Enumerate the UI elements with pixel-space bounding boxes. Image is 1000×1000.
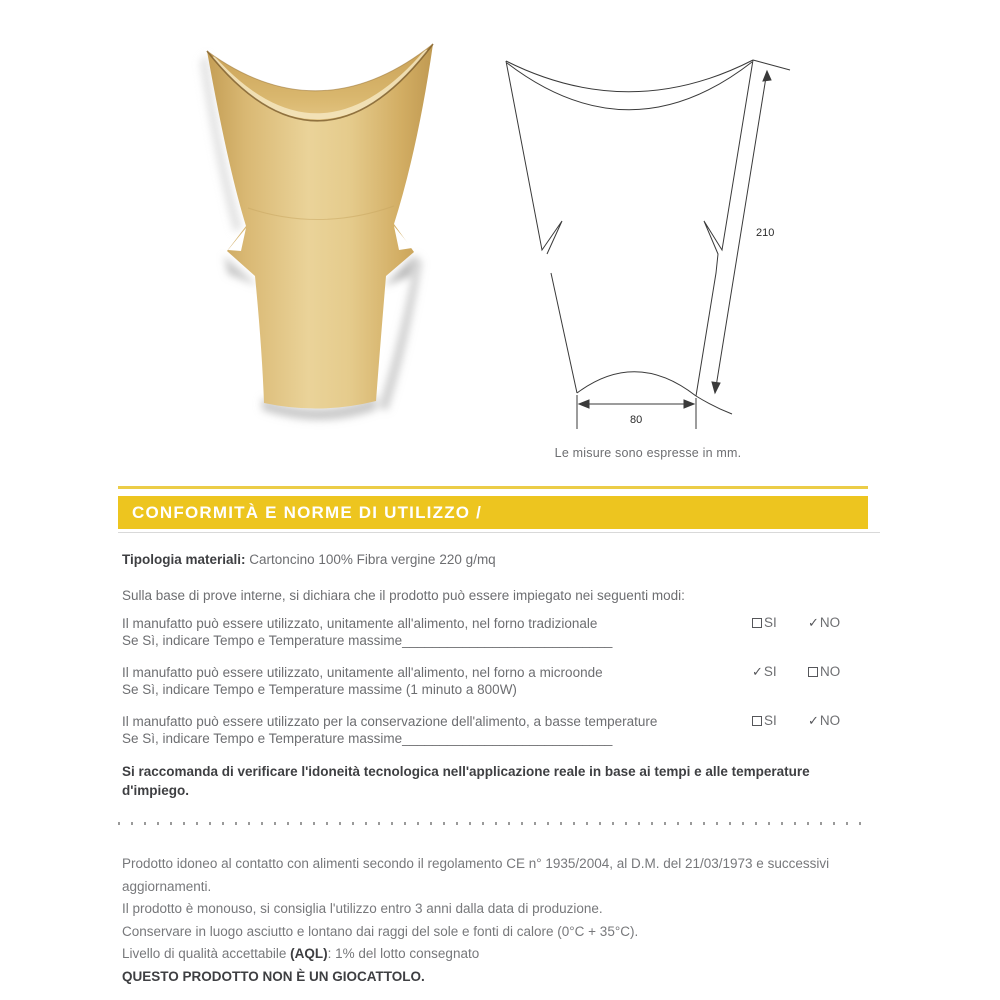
dim-ext-bottom xyxy=(696,396,732,414)
dotted-separator xyxy=(118,822,864,825)
usage-line2: Se Sì, indicare Tempo e Temperature massime____________________________ xyxy=(122,731,613,746)
aql-bold: (AQL) xyxy=(290,946,328,961)
outline-left-lower xyxy=(551,273,577,393)
usage-row-microwave xyxy=(122,664,868,698)
product-photo xyxy=(170,18,470,440)
checkbox-no xyxy=(808,713,840,729)
no-checkbox-glyph: ✓ xyxy=(808,713,819,728)
no-checkbox-glyph: ✓ xyxy=(808,615,819,630)
no-label: NO xyxy=(819,713,841,728)
checkbox-no xyxy=(808,615,840,631)
dim-ext-top xyxy=(753,60,790,70)
checkbox-si xyxy=(752,615,777,630)
dim-arrow-right xyxy=(684,400,694,408)
si-label: SI xyxy=(764,615,777,630)
outline-right-side xyxy=(696,60,753,396)
chip-scoop-photo-svg xyxy=(170,18,470,440)
usage-line1: Il manufatto può essere utilizzato per la conservazione dell'alimento, a basse temperature xyxy=(122,714,658,729)
note-not-a-toy: QUESTO PRODOTTO NON È UN GIOCATTOLO. xyxy=(122,968,425,984)
notes-section xyxy=(122,853,874,988)
dimension-label-height: 210 xyxy=(756,227,775,239)
checkbox-si xyxy=(752,713,777,728)
section-banner xyxy=(118,496,868,529)
thin-yellow-rule xyxy=(118,486,868,489)
usage-row-oven xyxy=(122,615,868,649)
usage-line1: Il manufatto può essere utilizzato, unitamente all'alimento, nel forno tradizionale xyxy=(122,616,598,631)
intro-line: Sulla base di prove interne, si dichiara che il prodotto può essere impiegato nei seguenti modi: xyxy=(122,588,685,603)
si-checkbox-glyph xyxy=(752,716,762,726)
dim-arrow-left xyxy=(579,400,589,408)
usage-line1: Il manufatto può essere utilizzato, unitamente all'alimento, nel forno a microonde xyxy=(122,665,603,680)
si-label: SI xyxy=(763,664,777,679)
dim-arrow-top xyxy=(763,71,771,81)
outline-left-upper xyxy=(506,61,562,254)
grey-rule xyxy=(118,532,880,533)
no-checkbox-glyph xyxy=(808,667,818,677)
outline-bottom-arc xyxy=(577,372,696,396)
checkbox-si xyxy=(752,664,777,680)
technical-drawing xyxy=(488,35,808,445)
si-checkbox-glyph: ✓ xyxy=(752,664,763,679)
section-title: CONFORMITÀ E NORME DI UTILIZZO / xyxy=(132,502,483,522)
recommendation-text: Si raccomanda di verificare l'idoneità tecnologica nell'applicazione reale in base ai tempi e alle temperature d'impiego. xyxy=(122,764,810,798)
aql-suffix: : 1% del lotto consegnato xyxy=(327,946,480,961)
materials-grammage: 220 g/mq xyxy=(439,552,496,567)
note-storage: Conservare in luogo asciutto e lontano dai raggi del sole e fonti di calore (0°C + 35°C). xyxy=(122,923,639,939)
dimension-label-width: 80 xyxy=(630,414,643,426)
si-checkbox-glyph xyxy=(752,618,762,628)
outline-top-inner-curve xyxy=(507,62,752,110)
checkbox-no xyxy=(808,664,840,679)
materials-value: Cartoncino 100% Fibra vergine xyxy=(249,552,436,567)
dim-arrow-bottom xyxy=(712,382,720,393)
usage-line2: Se Sì, indicare Tempo e Temperature massime (1 minuto a 800W) xyxy=(122,682,517,697)
materials-line xyxy=(122,551,862,568)
si-label: SI xyxy=(764,713,777,728)
no-label: NO xyxy=(820,664,841,679)
note-aql xyxy=(122,943,874,966)
note-food-contact: Prodotto idoneo al contatto con alimenti secondo il regolamento CE n° 1935/2004, al D.M. del 21/03/1973 e successivi aggiornamenti. xyxy=(122,856,830,894)
materials-label: Tipologia materiali: xyxy=(122,552,246,567)
usage-row-cold-storage xyxy=(122,713,868,747)
measurements-caption: Le misure sono espresse in mm. xyxy=(554,446,742,460)
aql-prefix: Livello di qualità accettabile xyxy=(122,946,291,961)
no-label: NO xyxy=(819,615,841,630)
usage-line2: Se Sì, indicare Tempo e Temperature massime____________________________ xyxy=(122,633,613,648)
note-single-use: Il prodotto è monouso, si consiglia l'utilizzo entro 3 anni dalla data di produzione. xyxy=(122,901,603,916)
die-line-svg xyxy=(488,35,808,445)
